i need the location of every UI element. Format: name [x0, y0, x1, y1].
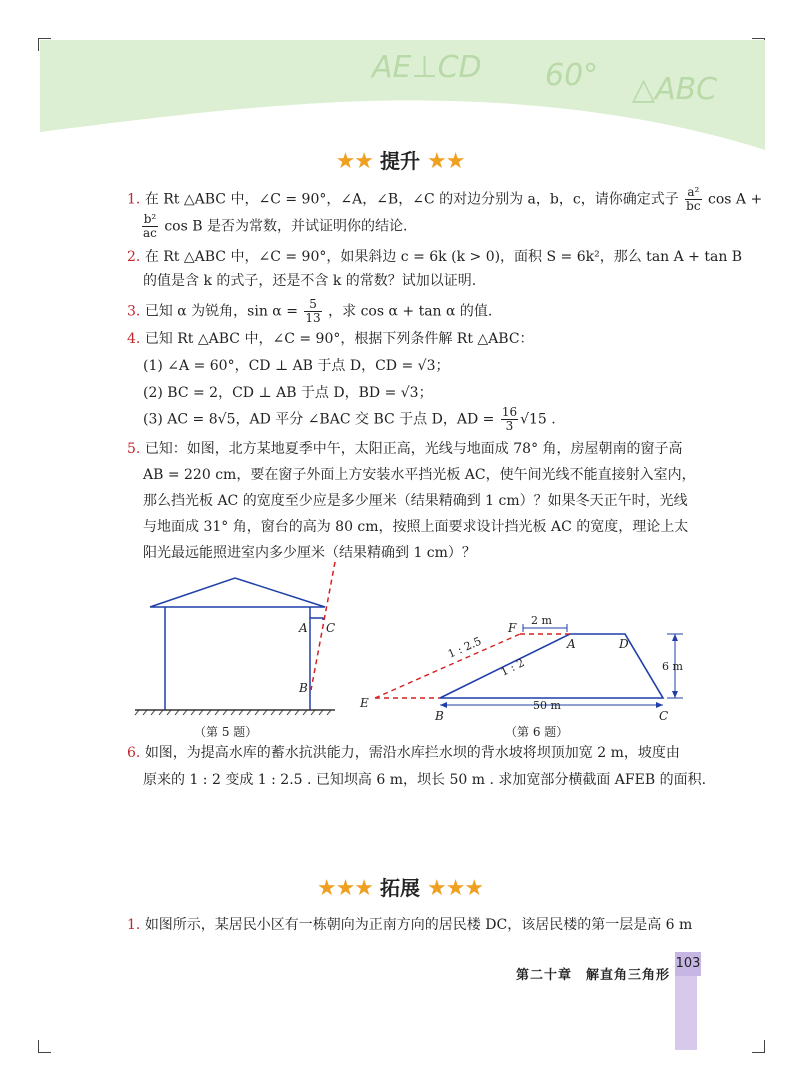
question-5-line-3: 那么挡光板 AC 的宽度至少应是多少厘米（结果精确到 1 cm）？如果冬天正午时，光线: [143, 493, 688, 509]
banner-text-right: △ABC: [632, 72, 718, 107]
new-slope-dashed: [375, 634, 520, 698]
crop-mark-bottom-right: [752, 1040, 765, 1053]
fraction: [685, 186, 701, 213]
fraction-denominator: 13: [305, 311, 321, 325]
awning-ac: [310, 618, 323, 620]
question-number: 2.: [127, 249, 141, 265]
question-text: ，求 cos α + tan α 的值.: [328, 303, 493, 320]
label-A: A: [299, 621, 308, 635]
label-F: F: [508, 621, 517, 635]
slope-label-old: 1 : 2: [498, 656, 527, 679]
question-4-sub-1: (1) ∠A = 60°，CD ⊥ AB 于点 D，CD = √3；: [143, 358, 450, 374]
figure-5-caption: （第 5 题）: [194, 725, 258, 739]
fraction-numerator: a²: [685, 186, 701, 200]
question-text: 已知 Rt △ABC 中，∠C = 90°，根据下列条件解 Rt △ABC：: [144, 331, 534, 347]
question-number: 4.: [127, 331, 141, 347]
star-icon-group-left: ★★★: [316, 876, 374, 901]
fraction-numerator: 16: [501, 405, 518, 419]
question-1-line-2: [140, 213, 407, 240]
question-text: 在 Rt △ABC 中，∠C = 90°，∠A，∠B，∠C 的对边分别为 a，b，c，请你确定式子: [144, 191, 679, 208]
fraction: [142, 213, 158, 240]
question-4-sub-2: (2) BC = 2，CD ⊥ AB 于点 D，BD = √3；: [143, 385, 433, 401]
question-number: 1.: [127, 191, 141, 208]
star-icon-group-left: ★★: [335, 149, 374, 174]
slope-label-new: 1 : 2.5: [445, 634, 484, 661]
label-A: A: [567, 637, 576, 651]
base-dim-label: 50 m: [533, 699, 561, 712]
question-text: √15 .: [520, 411, 556, 428]
question-text: 如图所示，某居民小区有一栋朝向为正南方向的居民楼 DC，该居民楼的第一层是高 6 m: [144, 917, 693, 933]
label-C: C: [326, 621, 336, 635]
section-heading-tuozhan: [0, 872, 800, 901]
label-D: D: [619, 637, 629, 651]
question-text: 在 Rt △ABC 中，∠C = 90°，如果斜边 c = 6k (k > 0)，面积 S = 6k²，那么 tan A + tan B: [144, 249, 743, 265]
section-heading-tisheng: [0, 145, 800, 174]
question-3: [127, 298, 492, 325]
question-number: 6.: [127, 745, 141, 761]
question-5-line-5: 阳光最远能照进室内多少厘米（结果精确到 1 cm）？: [143, 545, 476, 561]
fraction-numerator: b²: [143, 212, 157, 226]
question-text: (3) AC = 8√5，AD 平分 ∠BAC 交 BC 于点 D，AD =: [143, 411, 495, 428]
question-number: 3.: [127, 303, 141, 320]
question-2-line-1: [127, 248, 742, 266]
height-dim-label: 6 m: [662, 660, 683, 673]
star-icon-group-right: ★★★: [426, 876, 484, 901]
section-title: 提升: [380, 149, 420, 173]
fraction: [304, 298, 321, 325]
fraction-denominator: bc: [686, 199, 701, 213]
question-1-line-1: [127, 186, 762, 213]
figure-6-diagram: [355, 610, 690, 725]
question-5-line-2: AB = 220 cm，要在窗子外面上方安装水平挡光板 AC，使午间光线不能直接射入室内，: [143, 467, 696, 483]
crop-mark-bottom-left: [38, 1040, 51, 1053]
banner-text-left: AE⊥CD: [372, 50, 482, 85]
label-C: C: [659, 709, 669, 723]
question-text: 已知 α 为锐角，sin α =: [144, 303, 298, 320]
question-5-line-4: 与地面成 31° 角，窗台的高为 80 cm，按照上面要求设计挡光板 AC 的宽度，理论上太: [143, 519, 689, 535]
section-title: 拓展: [380, 876, 420, 900]
star-icon-group-right: ★★: [426, 149, 465, 174]
question-4-sub-3: [143, 406, 556, 433]
question-number: 1.: [127, 917, 141, 933]
question-text: 的值是含 k 的式子，还是不含 k 的常数？试加以证明.: [143, 273, 477, 289]
fraction-numerator: 5: [304, 298, 321, 312]
question-number: 5.: [127, 441, 141, 457]
house-roof: [150, 578, 325, 607]
question-4-line-1: [127, 330, 534, 348]
fraction-denominator: ac: [143, 226, 157, 240]
page-number: 103: [675, 952, 701, 976]
question-6-line-2: 原来的 1 : 2 变成 1 : 2.5 . 已知坝高 6 m，坝长 50 m . 求加宽部分横截面 AFEB 的面积.: [143, 772, 707, 788]
chapter-footer: 第二十章 解直角三角形: [515, 968, 670, 983]
label-B: B: [435, 709, 444, 723]
label-E: E: [360, 696, 369, 710]
extension-question-1-line-1: [127, 916, 692, 934]
question-2-line-2: [143, 272, 476, 290]
question-text: 已知：如图，北方某地夏季中午，太阳正高，光线与地面成 78° 角，房屋朝南的窗子高: [144, 441, 683, 457]
top-dim-label: 2 m: [531, 614, 552, 627]
question-5-line-1: [127, 440, 683, 458]
label-B: B: [299, 681, 308, 695]
question-text: cos A +: [708, 191, 763, 208]
figure-5-diagram: [125, 560, 345, 720]
banner-text-mid: 60°: [545, 58, 599, 93]
fraction-denominator: 3: [505, 419, 514, 433]
question-text: 如图，为提高水库的蓄水抗洪能力，需沿水库拦水坝的背水坡将坝顶加宽 2 m，坡度由: [144, 745, 680, 761]
fraction: [501, 406, 518, 433]
question-6-line-1: [127, 744, 680, 762]
figure-6-caption: （第 6 题）: [505, 725, 569, 739]
question-text: cos B 是否为常数，并试证明你的结论.: [164, 218, 408, 235]
